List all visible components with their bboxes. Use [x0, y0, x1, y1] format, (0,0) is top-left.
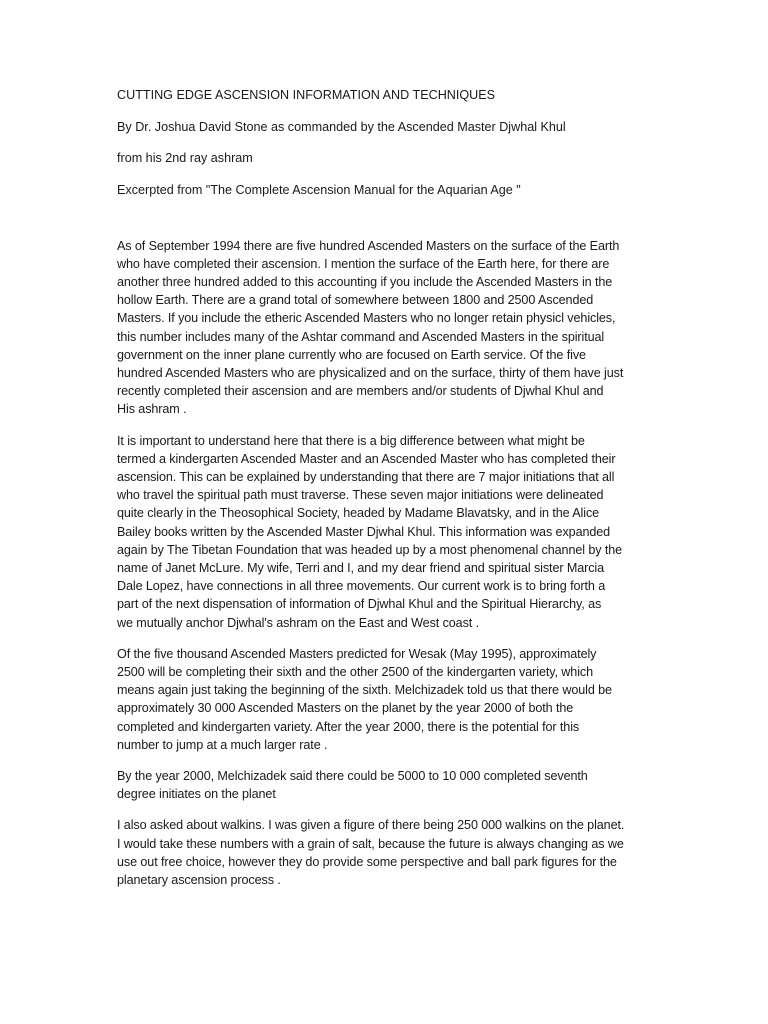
text-line: quite clearly in the Theosophical Society, headed by Madame Blavatsky, and in the Alice	[117, 506, 600, 521]
paragraph-5	[117, 816, 652, 889]
text-line: His ashram .	[117, 402, 187, 417]
text-line: we mutually anchor Djwhal's ashram on the East and West coast .	[117, 615, 479, 630]
text-line: ascension. This can be explained by understanding that there are 7 major initiations that all	[117, 469, 615, 484]
text-line: completed and kindergarten variety. After the year 2000, there is the potential for this	[117, 719, 580, 734]
text-line: who travel the spiritual path must traverse. These seven major initiations were delineated	[117, 488, 604, 503]
text-line: hollow Earth. There are a grand total of somewhere between 1800 and 2500 Ascended	[117, 293, 594, 308]
paragraph-2	[117, 432, 652, 632]
document-source: Excerpted from "The Complete Ascension Manual for the Aquarian Age "	[117, 182, 521, 197]
text-line: Dale Lopez, have connections in all three movements. Our current work is to bring forth a	[117, 579, 606, 594]
text-line: planetary ascension process .	[117, 873, 281, 887]
text-line: part of the next dispensation of information of Djwhal Khul and the Spiritual Hierarchy, as	[117, 597, 602, 612]
text-line: use out free choice, however they do provide some perspective and ball park figures for the	[117, 854, 617, 869]
text-line: Masters. If you include the etheric Ascended Masters who no longer retain physicl vehicles,	[117, 311, 616, 326]
text-line: termed a kindergarten Ascended Master and an Ascended Master who has completed their	[117, 451, 616, 466]
text-line: Bailey books written by the Ascended Master Djwhal Khul. This information was expanded	[117, 524, 611, 539]
text-line: 2500 will be completing their sixth and the other 2500 of the kindergarten variety, which	[117, 664, 594, 679]
text-line: who have completed their ascension. I mention the surface of the Earth here, for there are	[117, 256, 610, 271]
text-line: another three hundred added to this accounting if you include the Ascended Masters in the	[117, 274, 613, 289]
text-line: By the year 2000, Melchizadek said there could be 5000 to 10 000 completed seventh	[117, 768, 588, 783]
text-line: name of Janet McLure. My wife, Terri and I, and my dear friend and spiritual sister Marcia	[117, 560, 605, 575]
text-line: recently completed their ascension and are members and/or students of Djwhal Khul and	[117, 384, 604, 399]
text-line: degree initiates on the planet	[117, 787, 276, 802]
text-line: hundred Ascended Masters who are physicalized and on the surface, thirty of them have just	[117, 365, 624, 380]
document-title: CUTTING EDGE ASCENSION INFORMATION AND TECHNIQUES	[117, 88, 496, 102]
text-line: approximately 30 000 Ascended Masters on the planet by the year 2000 of both the	[117, 701, 574, 716]
paragraph-3	[117, 645, 652, 754]
text-line: As of September 1994 there are five hundred Ascended Masters on the surface of the Earth	[117, 238, 620, 253]
text-line: Of the five thousand Ascended Masters predicted for Wesak (May 1995), approximately	[117, 646, 597, 661]
text-line: government on the inner plane currently who are focused on Earth service. Of the five	[117, 347, 586, 362]
document-ashram: from his 2nd ray ashram	[117, 151, 253, 165]
text-line: number to jump at a much larger rate .	[117, 737, 328, 752]
document-author: By Dr. Joshua David Stone as commanded by the Ascended Master Djwhal Khul	[117, 119, 566, 134]
text-line: means again just taking the beginning of the sixth. Melchizadek told us that there would be	[117, 683, 612, 698]
paragraph-4	[117, 767, 652, 803]
document-page	[117, 86, 652, 902]
text-line: this number includes many of the Ashtar command and Ascended Masters in the spiritual	[117, 329, 605, 344]
text-line: I would take these numbers with a grain of salt, because the future is always changing as we	[117, 836, 624, 851]
document-header	[117, 86, 652, 199]
text-line: I also asked about walkins. I was given a figure of there being 250 000 walkins on the planet.	[117, 818, 625, 833]
paragraph-1	[117, 237, 652, 419]
text-line: It is important to understand here that there is a big difference between what might be	[117, 433, 585, 448]
text-line: again by The Tibetan Foundation that was headed up by a most phenomenal channel by the	[117, 542, 623, 557]
